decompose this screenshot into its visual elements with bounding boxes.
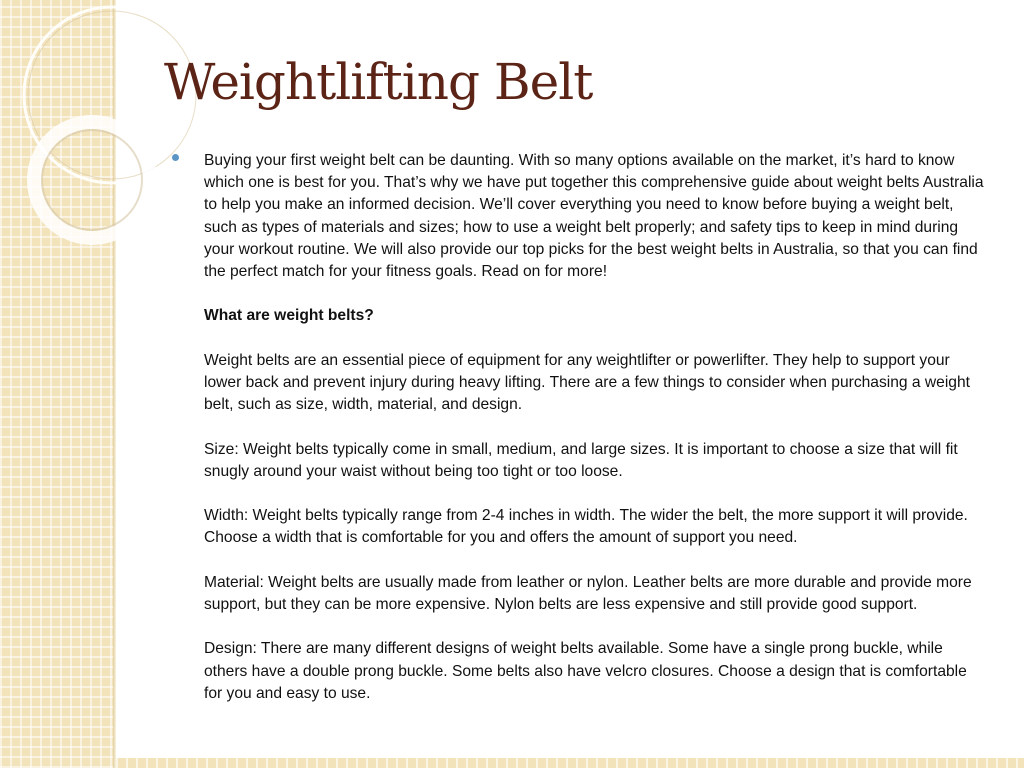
decorative-bottom-strip: [116, 758, 1024, 768]
decorative-rings: [0, 0, 160, 260]
intro-paragraph: Buying your first weight belt can be daunting. With so many options available on the market, it’s hard to know which one is best for you. That’s why we have put together this comprehensive guide about weight belts Australia to help you make an informed decision. We’ll cover everything you need to know before buying a weight belt, such as types of materials and sizes; how to use a weight belt properly; and safety tips to keep in mind during your workout routine. We will also provide our top picks for the best weight belts in Australia, so that you can find the perfect match for your fitness goals. Read on for more!: [204, 152, 984, 281]
design-paragraph: Design: There are many different designs of weight belts available. Some have a single prong buckle, while others have a double prong buckle. Some belts also have velcro closures. Choose a design that is comfortable for you and easy to use.: [204, 640, 967, 702]
width-paragraph: Width: Weight belts typically range from 2-4 inches in width. The wider the belt, the more support it will provide. Choose a width that is comfortable for you and offers the amount of support you need.: [204, 507, 968, 547]
slide-body: [204, 150, 984, 705]
material-paragraph: Material: Weight belts are usually made from leather or nylon. Leather belts are more durable and provide more support, but they can be more expensive. Nylon belts are less expensive and still provide good support.: [204, 573, 972, 613]
section-heading: What are weight belts?: [204, 307, 374, 325]
slide-title: Weightlifting Belt: [164, 53, 593, 111]
size-paragraph: Size: Weight belts typically come in small, medium, and large sizes. It is important to choose a size that will fit snugly around your waist without being too tight or too loose.: [204, 440, 958, 480]
overview-paragraph: Weight belts are an essential piece of equipment for any weightlifter or powerlifter. They help to support your lower back and prevent injury during heavy lifting. There are a few things to consider when purchasing a weight belt, such as size, width, material, and design.: [204, 351, 970, 414]
bullet-dot-icon: [172, 154, 179, 161]
